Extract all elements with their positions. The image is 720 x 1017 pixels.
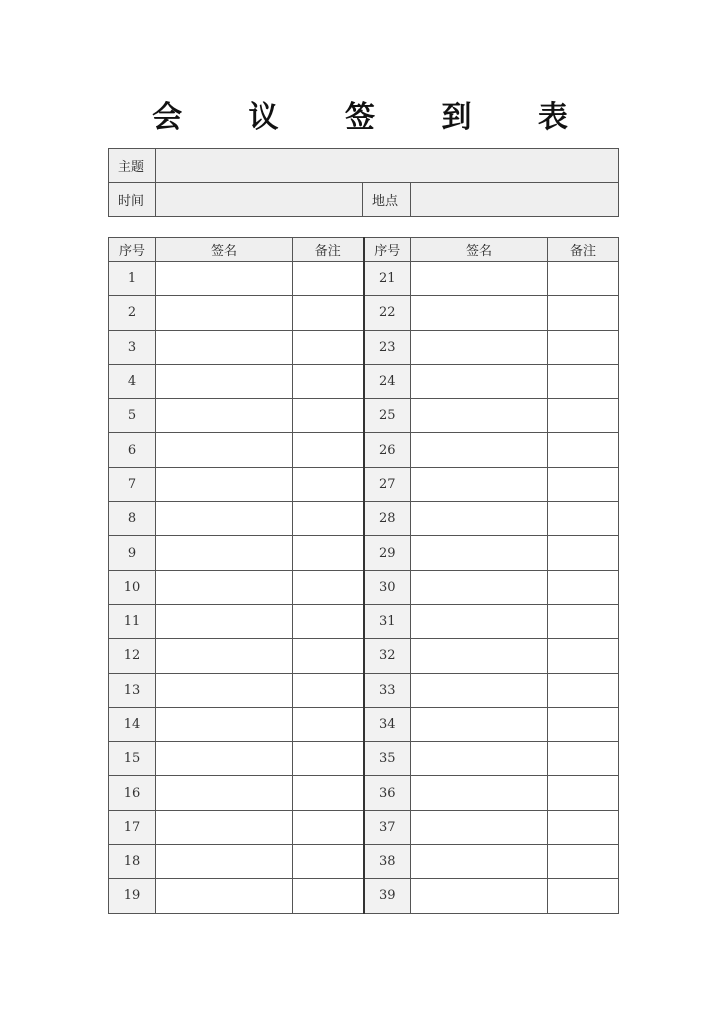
- signature-cell-left[interactable]: [156, 536, 293, 570]
- row-number-left: 18: [109, 845, 156, 879]
- signature-cell-right[interactable]: [411, 364, 548, 398]
- note-cell-right[interactable]: [548, 433, 619, 467]
- place-label: 地点: [363, 183, 411, 217]
- note-cell-right[interactable]: [548, 570, 619, 604]
- row-number-right: 30: [364, 570, 411, 604]
- signature-cell-right[interactable]: [411, 810, 548, 844]
- table-row: [109, 845, 619, 879]
- table-row: [109, 296, 619, 330]
- row-number-left: 2: [109, 296, 156, 330]
- signature-cell-left[interactable]: [156, 467, 293, 501]
- table-row: [109, 604, 619, 638]
- row-number-left: 10: [109, 570, 156, 604]
- note-cell-right[interactable]: [548, 845, 619, 879]
- signature-cell-left[interactable]: [156, 296, 293, 330]
- row-number-left: 8: [109, 502, 156, 536]
- row-number-right: 24: [364, 364, 411, 398]
- row-number-right: 28: [364, 502, 411, 536]
- row-number-right: 27: [364, 467, 411, 501]
- note-cell-right[interactable]: [548, 364, 619, 398]
- page-title: 会 议 签 到 表: [152, 100, 596, 135]
- time-field[interactable]: [156, 183, 363, 217]
- signature-cell-left[interactable]: [156, 742, 293, 776]
- table-row: [109, 433, 619, 467]
- note-cell-left[interactable]: [293, 364, 364, 398]
- note-cell-right[interactable]: [548, 502, 619, 536]
- note-cell-right[interactable]: [548, 639, 619, 673]
- note-cell-left[interactable]: [293, 810, 364, 844]
- signature-cell-right[interactable]: [411, 262, 548, 296]
- note-cell-right[interactable]: [548, 536, 619, 570]
- note-cell-left[interactable]: [293, 296, 364, 330]
- header-note-right: 备注: [548, 238, 619, 262]
- note-cell-right[interactable]: [548, 879, 619, 913]
- table-row: [109, 364, 619, 398]
- row-number-right: 34: [364, 707, 411, 741]
- row-number-left: 19: [109, 879, 156, 913]
- signature-cell-left[interactable]: [156, 879, 293, 913]
- row-number-left: 6: [109, 433, 156, 467]
- header-sign-right: 签名: [411, 238, 548, 262]
- row-number-left: 15: [109, 742, 156, 776]
- note-cell-left[interactable]: [293, 262, 364, 296]
- row-number-left: 12: [109, 639, 156, 673]
- table-row: [109, 502, 619, 536]
- note-cell-right[interactable]: [548, 262, 619, 296]
- signature-cell-left[interactable]: [156, 433, 293, 467]
- signature-cell-right[interactable]: [411, 296, 548, 330]
- signature-cell-left[interactable]: [156, 639, 293, 673]
- note-cell-right[interactable]: [548, 604, 619, 638]
- signature-cell-left[interactable]: [156, 570, 293, 604]
- note-cell-right[interactable]: [548, 673, 619, 707]
- header-note-left: 备注: [293, 238, 364, 262]
- meeting-info-table: [108, 148, 619, 217]
- note-cell-right[interactable]: [548, 707, 619, 741]
- signature-cell-left[interactable]: [156, 364, 293, 398]
- row-number-right: 35: [364, 742, 411, 776]
- header-seq-right: 序号: [364, 238, 411, 262]
- note-cell-left[interactable]: [293, 776, 364, 810]
- header-seq-left: 序号: [109, 238, 156, 262]
- row-number-left: 16: [109, 776, 156, 810]
- row-number-right: 31: [364, 604, 411, 638]
- table-row: [109, 536, 619, 570]
- sign-table-body: [109, 262, 619, 914]
- row-number-right: 21: [364, 262, 411, 296]
- row-number-left: 11: [109, 604, 156, 638]
- table-row: [109, 570, 619, 604]
- topic-row: [109, 149, 619, 183]
- table-row: [109, 673, 619, 707]
- signature-cell-right[interactable]: [411, 467, 548, 501]
- row-number-left: 9: [109, 536, 156, 570]
- signature-cell-right[interactable]: [411, 776, 548, 810]
- signature-cell-right[interactable]: [411, 639, 548, 673]
- table-row: [109, 262, 619, 296]
- signature-cell-right[interactable]: [411, 399, 548, 433]
- row-number-left: 5: [109, 399, 156, 433]
- note-cell-right[interactable]: [548, 399, 619, 433]
- sign-in-table: [108, 237, 619, 914]
- table-row: [109, 810, 619, 844]
- note-cell-left[interactable]: [293, 399, 364, 433]
- row-number-left: 17: [109, 810, 156, 844]
- row-number-right: 36: [364, 776, 411, 810]
- table-row: [109, 742, 619, 776]
- signature-cell-right[interactable]: [411, 433, 548, 467]
- row-number-left: 4: [109, 364, 156, 398]
- signature-cell-right[interactable]: [411, 879, 548, 913]
- topic-label: 主题: [109, 149, 156, 183]
- row-number-left: 7: [109, 467, 156, 501]
- signature-cell-right[interactable]: [411, 604, 548, 638]
- row-number-left: 14: [109, 707, 156, 741]
- row-number-right: 29: [364, 536, 411, 570]
- row-number-right: 23: [364, 330, 411, 364]
- signature-cell-left[interactable]: [156, 776, 293, 810]
- signature-cell-left[interactable]: [156, 330, 293, 364]
- table-row: [109, 330, 619, 364]
- note-cell-right[interactable]: [548, 810, 619, 844]
- note-cell-left[interactable]: [293, 433, 364, 467]
- signature-cell-right[interactable]: [411, 673, 548, 707]
- row-number-right: 26: [364, 433, 411, 467]
- signature-cell-right[interactable]: [411, 570, 548, 604]
- note-cell-left[interactable]: [293, 570, 364, 604]
- signature-cell-right[interactable]: [411, 845, 548, 879]
- row-number-left: 3: [109, 330, 156, 364]
- time-place-row: [109, 183, 619, 217]
- note-cell-right[interactable]: [548, 742, 619, 776]
- signature-cell-left[interactable]: [156, 604, 293, 638]
- table-row: [109, 879, 619, 913]
- signature-cell-right[interactable]: [411, 502, 548, 536]
- signature-cell-left[interactable]: [156, 810, 293, 844]
- note-cell-left[interactable]: [293, 639, 364, 673]
- row-number-right: 32: [364, 639, 411, 673]
- note-cell-left[interactable]: [293, 330, 364, 364]
- row-number-left: 1: [109, 262, 156, 296]
- header-sign-left: 签名: [156, 238, 293, 262]
- note-cell-left[interactable]: [293, 502, 364, 536]
- note-cell-left[interactable]: [293, 604, 364, 638]
- table-row: [109, 467, 619, 501]
- table-row: [109, 776, 619, 810]
- note-cell-right[interactable]: [548, 467, 619, 501]
- note-cell-left[interactable]: [293, 845, 364, 879]
- signature-cell-right[interactable]: [411, 707, 548, 741]
- signature-cell-left[interactable]: [156, 845, 293, 879]
- note-cell-left[interactable]: [293, 536, 364, 570]
- signature-cell-right[interactable]: [411, 536, 548, 570]
- signature-cell-left[interactable]: [156, 707, 293, 741]
- signature-cell-right[interactable]: [411, 330, 548, 364]
- sign-table-header: [109, 238, 619, 262]
- signature-cell-left[interactable]: [156, 262, 293, 296]
- note-cell-left[interactable]: [293, 707, 364, 741]
- table-row: [109, 639, 619, 673]
- signature-cell-left[interactable]: [156, 399, 293, 433]
- table-row: [109, 399, 619, 433]
- note-cell-left[interactable]: [293, 673, 364, 707]
- table-row: [109, 707, 619, 741]
- row-number-right: 38: [364, 845, 411, 879]
- signature-cell-left[interactable]: [156, 502, 293, 536]
- signature-cell-left[interactable]: [156, 673, 293, 707]
- note-cell-right[interactable]: [548, 776, 619, 810]
- note-cell-left[interactable]: [293, 467, 364, 501]
- row-number-left: 13: [109, 673, 156, 707]
- note-cell-right[interactable]: [548, 330, 619, 364]
- row-number-right: 37: [364, 810, 411, 844]
- topic-field[interactable]: [156, 149, 619, 183]
- row-number-right: 22: [364, 296, 411, 330]
- row-number-right: 39: [364, 879, 411, 913]
- note-cell-left[interactable]: [293, 742, 364, 776]
- row-number-right: 33: [364, 673, 411, 707]
- place-field[interactable]: [411, 183, 619, 217]
- signature-cell-right[interactable]: [411, 742, 548, 776]
- note-cell-right[interactable]: [548, 296, 619, 330]
- note-cell-left[interactable]: [293, 879, 364, 913]
- row-number-right: 25: [364, 399, 411, 433]
- time-label: 时间: [109, 183, 156, 217]
